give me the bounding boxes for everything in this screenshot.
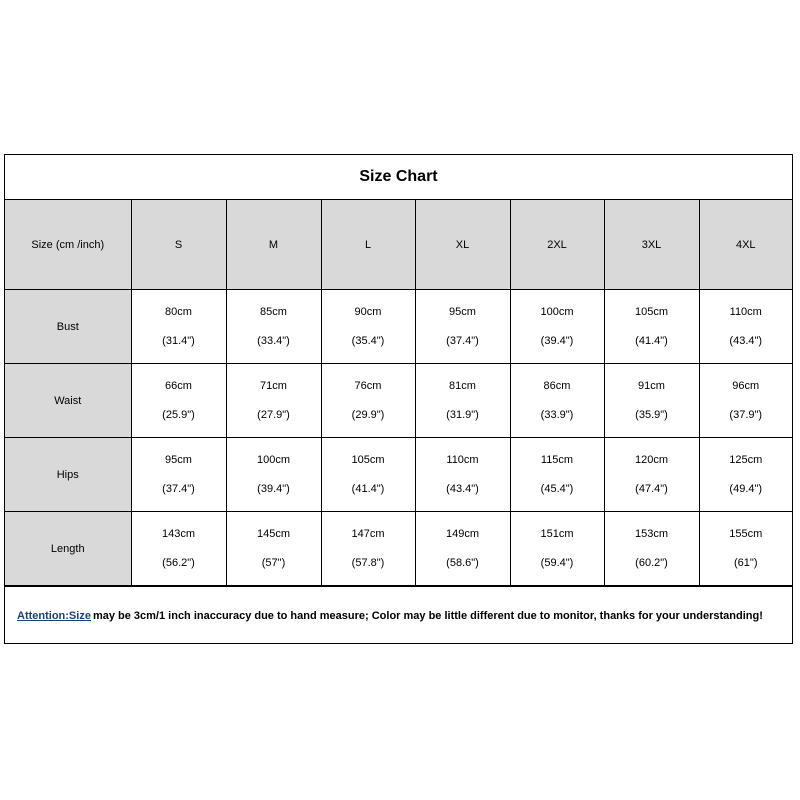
- measurement-cell: [131, 364, 226, 438]
- cm-value: 76cm: [354, 380, 382, 392]
- cm-value: 120cm: [634, 454, 669, 466]
- inch-value: (33.9"): [540, 409, 574, 421]
- cm-value: 80cm: [165, 306, 192, 318]
- cm-value: 81cm: [449, 380, 476, 392]
- measurement-cell: [510, 438, 604, 512]
- measurement-cell: [510, 512, 604, 586]
- measurement-cell: [131, 512, 226, 586]
- cm-value: 110cm: [729, 306, 762, 318]
- inch-value: (35.4"): [351, 335, 385, 347]
- inch-value: (29.9"): [351, 409, 385, 421]
- cm-value: 86cm: [543, 380, 571, 392]
- row-label-cell: Waist: [5, 364, 131, 438]
- measurement-cell: [321, 512, 415, 586]
- chart-title: Size Chart: [5, 155, 792, 200]
- measurement-cell: [321, 438, 415, 512]
- measurement-cell: [415, 512, 510, 586]
- cm-value: 110cm: [446, 454, 479, 466]
- cm-value: 125cm: [729, 454, 763, 466]
- inch-value: (49.4"): [729, 483, 763, 495]
- size-header-cell: XL: [415, 200, 510, 290]
- size-header-cell: L: [321, 200, 415, 290]
- cm-value: 155cm: [729, 528, 763, 540]
- measurement-cell: [699, 438, 792, 512]
- inch-value: (45.4"): [540, 483, 574, 495]
- inch-value: (59.4"): [540, 557, 574, 569]
- cm-value: 100cm: [256, 454, 291, 466]
- cm-value: 153cm: [634, 528, 669, 540]
- inch-value: (39.4"): [257, 483, 290, 495]
- inch-value: (37.9"): [729, 409, 763, 421]
- cm-value: 147cm: [351, 528, 385, 540]
- measurement-cell: [604, 512, 699, 586]
- inch-value: (57"): [261, 557, 286, 569]
- inch-value: (56.2"): [162, 557, 195, 569]
- row-label-cell: Length: [5, 512, 131, 586]
- size-header-cell: M: [226, 200, 321, 290]
- cm-value: 105cm: [634, 306, 669, 318]
- inch-value: (60.2"): [635, 557, 668, 569]
- size-header-cell: 3XL: [604, 200, 699, 290]
- inch-value: (41.4"): [635, 335, 668, 347]
- attention-label: Attention:Size: [17, 609, 91, 622]
- measurement-cell: [604, 438, 699, 512]
- measurement-cell: [226, 364, 321, 438]
- inch-value: (61"): [734, 557, 758, 569]
- measurement-cell: [510, 364, 604, 438]
- cm-value: 105cm: [351, 454, 385, 466]
- inch-value: (33.4"): [257, 335, 290, 347]
- row-label-cell: Bust: [5, 290, 131, 364]
- cm-value: 149cm: [445, 528, 480, 540]
- inch-value: (31.4"): [162, 335, 195, 347]
- cm-value: 96cm: [732, 380, 760, 392]
- cm-value: 85cm: [260, 306, 287, 318]
- cm-value: 90cm: [354, 306, 382, 318]
- measurement-cell: [226, 438, 321, 512]
- cm-value: 71cm: [260, 380, 287, 392]
- row-label-cell: Hips: [5, 438, 131, 512]
- measurement-cell: [321, 364, 415, 438]
- cm-value: 95cm: [449, 306, 476, 318]
- cm-value: 115cm: [540, 454, 574, 466]
- inch-value: (57.8"): [351, 557, 385, 569]
- cm-value: 145cm: [256, 528, 291, 540]
- header-row: [5, 200, 792, 290]
- cm-value: 91cm: [638, 380, 665, 392]
- measurement-cell: [415, 364, 510, 438]
- size-header-cell: S: [131, 200, 226, 290]
- inch-value: (27.9"): [257, 409, 290, 421]
- measurement-cell: [415, 290, 510, 364]
- measurement-cell: [226, 512, 321, 586]
- measurement-cell: [415, 438, 510, 512]
- size-header-cell: 2XL: [510, 200, 604, 290]
- measurement-cell: [131, 438, 226, 512]
- inch-value: (25.9"): [162, 409, 195, 421]
- inch-value: (37.4"): [162, 483, 195, 495]
- header-label-cell: Size (cm /inch): [5, 200, 131, 290]
- cm-value: 143cm: [161, 528, 196, 540]
- cm-value: 66cm: [165, 380, 192, 392]
- measurement-row: [5, 364, 792, 438]
- inch-value: (31.9"): [446, 409, 479, 421]
- inch-value: (43.4"): [729, 335, 763, 347]
- inch-value: (35.9"): [635, 409, 668, 421]
- measurement-row: [5, 438, 792, 512]
- measurement-cell: [604, 364, 699, 438]
- cm-value: 151cm: [540, 528, 574, 540]
- measurement-cell: [699, 512, 792, 586]
- measurement-cell: [510, 290, 604, 364]
- inch-value: (43.4"): [446, 483, 479, 495]
- measurement-cell: [699, 290, 792, 364]
- measurement-row: [5, 512, 792, 586]
- cm-value: 95cm: [165, 454, 192, 466]
- measurement-cell: [226, 290, 321, 364]
- size-chart: [4, 154, 793, 644]
- inch-value: (41.4"): [351, 483, 385, 495]
- size-table: [5, 200, 792, 586]
- inch-value: (39.4"): [540, 335, 574, 347]
- inch-value: (47.4"): [635, 483, 668, 495]
- size-header-cell: 4XL: [699, 200, 792, 290]
- inch-value: (37.4"): [446, 335, 479, 347]
- inch-value: (58.6"): [446, 557, 479, 569]
- measurement-row: [5, 290, 792, 364]
- attention-message: may be 3cm/1 inch inaccuracy due to hand measure; Color may be little different due to monitor, thanks for your understanding!: [92, 609, 763, 622]
- measurement-cell: [321, 290, 415, 364]
- attention-note: [5, 586, 792, 644]
- measurement-cell: [604, 290, 699, 364]
- cm-value: 100cm: [540, 306, 574, 318]
- measurement-cell: [699, 364, 792, 438]
- measurement-cell: [131, 290, 226, 364]
